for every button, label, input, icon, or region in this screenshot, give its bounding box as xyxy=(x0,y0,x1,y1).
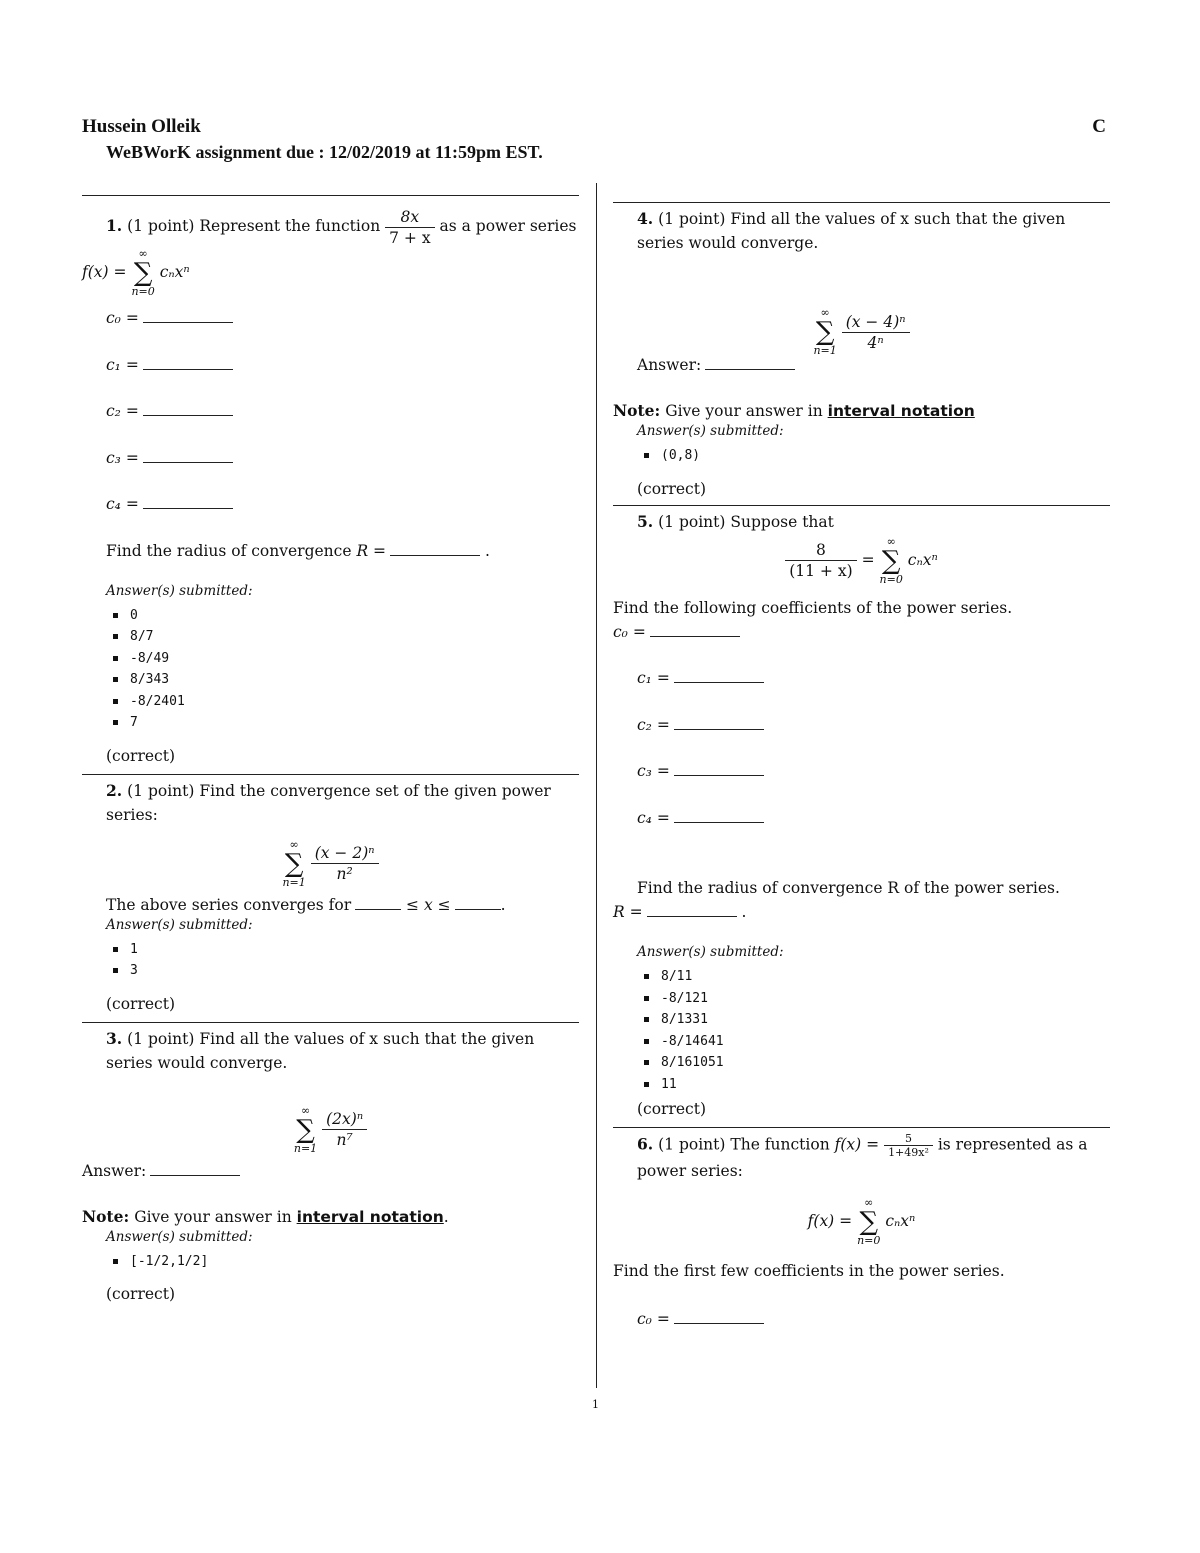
function-fraction: $\frac{5}{\text{1+49x²}}$ xyxy=(884,1132,933,1159)
list-item: 8/161051 xyxy=(661,1052,1110,1074)
find-coefficients-text: Find the first few coefficients in the power series. xyxy=(613,1262,1005,1280)
problem-5 xyxy=(613,505,1110,1122)
status-correct: (correct) xyxy=(106,746,176,765)
list-item: 8/343 xyxy=(130,669,579,691)
answer-blank[interactable] xyxy=(390,541,480,556)
coefficient-row: c₁ = xyxy=(82,353,579,400)
status-correct: (correct) xyxy=(637,479,707,498)
sigma-sum: ∞ ∑ n=0 xyxy=(857,1196,881,1247)
problem-text: The function xyxy=(730,1135,830,1154)
submitted-answers xyxy=(82,1251,579,1273)
coefficient-list xyxy=(613,620,1110,853)
student-name: Hussein Olleik xyxy=(82,116,201,137)
list-item: (0,8) xyxy=(661,445,1110,467)
answers-submitted-label: Answer(s) submitted: xyxy=(106,582,253,599)
coefficient-row: c₁ = xyxy=(613,666,1110,713)
coefficient-row: c₂ = xyxy=(613,713,1110,760)
radius-prompt: Find the radius of convergence R = . xyxy=(106,541,490,560)
coefficient-row: c₀ = xyxy=(613,620,1110,667)
answer-blank[interactable] xyxy=(355,895,401,910)
submitted-answers xyxy=(613,445,1110,467)
answers-submitted-label: Answer(s) submitted: xyxy=(637,423,784,439)
point-value: (1 point) xyxy=(658,1135,726,1154)
answer-blank[interactable] xyxy=(143,448,233,463)
list-item: -8/14641 xyxy=(661,1031,1110,1053)
list-item: -8/121 xyxy=(661,988,1110,1010)
coefficient-row: c₄ = xyxy=(82,492,579,539)
answer-blank[interactable] xyxy=(647,902,737,917)
series-definition: f(x) = ∞ ∑ n=0 cₙxⁿ xyxy=(82,247,190,298)
problem-text: is represented as a power series: xyxy=(637,1135,1088,1180)
point-value: (1 point) xyxy=(127,781,195,800)
list-item: 0 xyxy=(130,605,579,627)
list-item: 3 xyxy=(130,960,579,982)
point-value: (1 point) xyxy=(658,210,726,228)
equation-fraction: $\frac{8}{(11 + x)}$ xyxy=(785,540,856,581)
status-correct: (correct) xyxy=(106,994,176,1013)
submitted-answers xyxy=(82,605,579,734)
column-divider xyxy=(596,183,597,1388)
coefficient-row: c₃ = xyxy=(613,759,1110,806)
list-item: 1 xyxy=(130,939,579,961)
status-correct: (correct) xyxy=(637,1100,707,1118)
list-item: 8/11 xyxy=(661,966,1110,988)
problem-number: 6. xyxy=(637,1134,654,1154)
point-value: (1 point) xyxy=(127,1029,195,1048)
radius-prompt: Find the radius of convergence R of the power series. xyxy=(637,879,1060,897)
sigma-sum: ∞ ∑ n=0 xyxy=(131,247,155,298)
problem-number: 2. xyxy=(106,780,123,800)
coefficient-row: c₀ = xyxy=(613,1307,1110,1354)
problem-number: 4. xyxy=(637,209,654,228)
submitted-answers xyxy=(613,966,1110,1095)
answer-blank[interactable] xyxy=(143,494,233,509)
series-definition: f(x) = ∞ ∑ n=0 cₙxⁿ xyxy=(807,1196,916,1247)
due-date-line: WeBWorK assignment due : 12/02/2019 at 11:59pm EST. xyxy=(106,142,543,162)
series-expression xyxy=(82,1105,579,1155)
coefficient-row: c₂ = xyxy=(82,399,579,446)
answers-submitted-label: Answer(s) submitted: xyxy=(637,944,784,960)
status-correct: (correct) xyxy=(106,1285,176,1303)
list-item: 11 xyxy=(661,1074,1110,1096)
answer-blank[interactable] xyxy=(705,355,795,370)
problem-1 xyxy=(82,195,579,768)
problem-4 xyxy=(613,202,1110,501)
answer-prompt: Answer: xyxy=(613,353,1110,377)
problem-2 xyxy=(82,774,579,1016)
sigma-sum: ∞ ∑ n=1 xyxy=(813,306,837,357)
interval-notation-link[interactable]: interval notation xyxy=(296,1207,444,1226)
find-coefficients-text: Find the following coefficients of the power series. xyxy=(613,598,1013,617)
answer-blank[interactable] xyxy=(455,895,501,910)
list-item: -8/2401 xyxy=(130,691,579,713)
answer-blank[interactable] xyxy=(674,761,764,776)
coefficient-list xyxy=(82,306,579,539)
answer-prompt: Answer: xyxy=(82,1159,579,1183)
answer-blank[interactable] xyxy=(150,1161,240,1176)
problem-3 xyxy=(82,1022,579,1307)
list-item: 8/7 xyxy=(130,626,579,648)
answer-blank[interactable] xyxy=(674,715,764,730)
series-expression xyxy=(613,307,1110,357)
series-fraction: $\frac{\text{(x − 4)ⁿ}}{\text{4ⁿ}}$ xyxy=(842,312,910,353)
problem-text: Find all the values of x such that the given series would converge. xyxy=(106,1029,535,1072)
problem-text: as a power series xyxy=(439,217,577,235)
sigma-sum: ∞ ∑ n=1 xyxy=(282,837,306,889)
problem-number: 3. xyxy=(106,1028,123,1048)
page-number: 1 xyxy=(592,1398,599,1411)
answers-submitted-label: Answer(s) submitted: xyxy=(106,916,253,933)
list-item: 7 xyxy=(130,712,579,734)
coefficient-row: c₀ = xyxy=(82,306,579,353)
problem-text: Suppose that xyxy=(730,512,834,531)
answer-blank[interactable] xyxy=(143,355,233,370)
series-equation: $\frac{8}{(11 + x)}$ = ∞ ∑ n=0 cₙxⁿ xyxy=(613,536,1110,586)
coefficient-row: c₄ = xyxy=(613,806,1110,853)
problem-text: Find the convergence set of the given power series: xyxy=(106,781,551,824)
radius-answer: R = . xyxy=(613,903,747,921)
submitted-answers xyxy=(82,939,579,982)
sigma-sum: ∞ ∑ n=1 xyxy=(293,1103,318,1155)
answer-blank[interactable] xyxy=(650,622,740,637)
problem-text: Represent the function xyxy=(199,217,381,235)
problem-number: 5. xyxy=(637,511,654,531)
answer-blank[interactable] xyxy=(143,401,233,416)
series-fraction: $\frac{\text{(x − 2)ⁿ}}{\text{n²}}$ xyxy=(311,843,379,884)
point-value: (1 point) xyxy=(658,512,726,531)
answers-submitted-label: Answer(s) submitted: xyxy=(106,1228,253,1245)
convergence-prompt: The above series converges for ≤ x ≤ . xyxy=(106,895,506,914)
series-expression xyxy=(82,839,579,889)
answer-blank[interactable] xyxy=(674,808,764,823)
problem-6: 6. (1 point) The function f(x) = $\frac{5}{\text{1+49x²}}$ is represented as a power series: f(x) = ∞ ∑ n=0 cₙxⁿ Find the first few coefficients in the power series. c₀ = xyxy=(613,1127,1110,1354)
list-item: [-1/2,1/2] xyxy=(130,1251,579,1273)
series-fraction: $\frac{\text{(2x)ⁿ}}{\text{n⁷}}$ xyxy=(322,1109,367,1150)
problem-text: Find all the values of x such that the given series would converge. xyxy=(637,210,1066,252)
interval-notation-link[interactable]: interval notation xyxy=(827,402,975,420)
note: Note: Give your answer in interval notation xyxy=(613,401,975,420)
note: Note: Give your answer in interval notation. xyxy=(82,1206,449,1226)
assignment-version: C xyxy=(1092,116,1106,137)
list-item: 8/1331 xyxy=(661,1009,1110,1031)
left-column xyxy=(82,195,579,1312)
sigma-sum: ∞ ∑ n=0 xyxy=(879,534,903,586)
problem-number: 1. xyxy=(106,216,123,235)
list-item: -8/49 xyxy=(130,648,579,670)
function-fraction: $\frac{8x}{7 + x}$ xyxy=(385,207,434,248)
right-column xyxy=(613,202,1110,1354)
point-value: (1 point) xyxy=(127,217,195,235)
answer-blank[interactable] xyxy=(143,308,233,323)
coefficient-row: c₃ = xyxy=(82,446,579,493)
answer-blank[interactable] xyxy=(674,668,764,683)
answer-blank[interactable] xyxy=(674,1309,764,1324)
